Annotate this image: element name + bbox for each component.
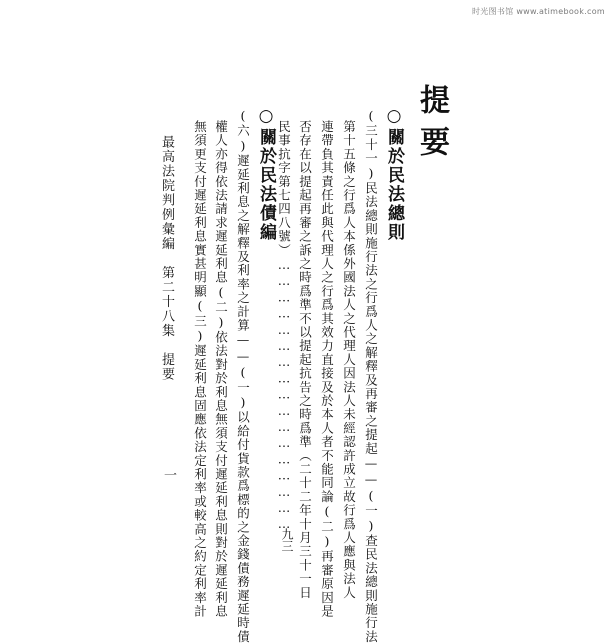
page-number: 一 (161, 468, 176, 481)
text-line: 無須更支付遲延利息實甚明顯(三)遲延利息固應依法定利率或較高之約定利率計 (192, 120, 208, 619)
text-line: 權人亦得依法請求遲延利息(二)依法對於利息無須支付遲延利息則對於遲延利息 (213, 120, 229, 619)
text-line: 第十五條之行爲人本係外國法人之代理人因法人未經認許成立故行爲人應與法人 (341, 120, 357, 600)
text-line: 民事抗字第七四八號）…………………………………………… (276, 120, 292, 533)
text-line: 連帶負其責任此與代理人之行爲其效力直接及於本人者不能同論(二)再審原因是 (319, 120, 335, 619)
text-line: (六)遲延利息之解釋及利率之計算——(一)以給付貨款爲標的之金錢債務遲延時債 (235, 108, 251, 644)
running-footer: 最高法院判例彙編 第二十八集 提要 (159, 135, 174, 382)
text-line: 否存在以提起再審之訴之時爲準不以提起抗告之時爲準（二十二年十月三十一日 (297, 120, 313, 600)
text-line: (三十一)民法總則施行法之行爲人之解釋及再審之提起——(一)查民法總則施行法 (363, 108, 379, 644)
page-title: 提要 (414, 84, 449, 168)
section-heading-civil-general: ○關於民法總則 (384, 106, 404, 242)
site-watermark: 时光图书馆 www.atimebook.com (472, 7, 605, 16)
page-reference: 九三 (280, 528, 294, 552)
section-heading-civil-obligations: ○關於民法債編 (256, 106, 276, 242)
